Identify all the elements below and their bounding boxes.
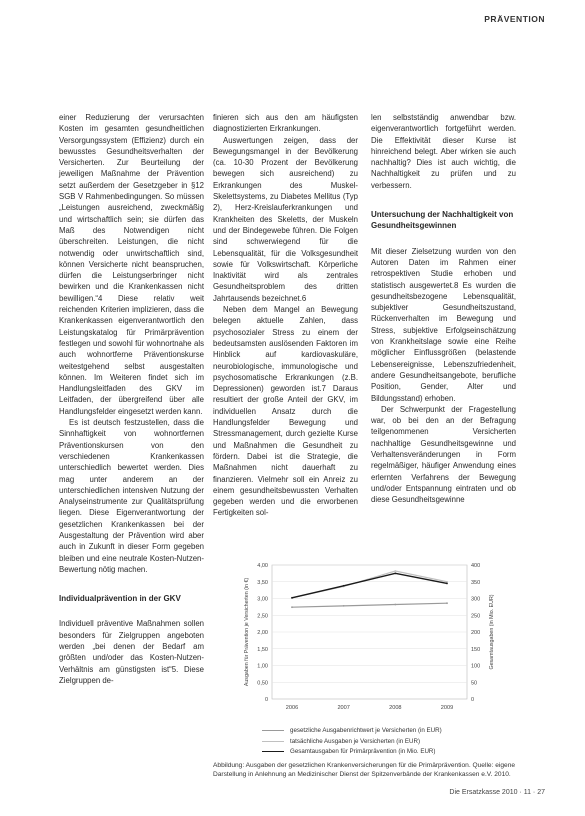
data-point <box>446 583 448 585</box>
section-heading: Untersuchung der Nachhaltigkeit von Gesundheitsgewinnen <box>371 210 514 231</box>
y-left-tick-label: 2,50 <box>257 613 268 620</box>
y-right-tick-label: 50 <box>471 680 478 687</box>
y-right-tick-label: 400 <box>471 563 481 569</box>
y-left-axis-label: Ausgaben für Prävention je Versicherten (in €) <box>244 577 250 687</box>
y-right-axis-label: Gesamtausgaben (in Mio. EUR) <box>489 594 495 670</box>
page-footer: Die Ersatzkasse 2010 · 11 · 27 <box>449 789 545 796</box>
section-heading: Individualprävention in der GKV <box>59 594 181 604</box>
data-point <box>291 597 293 599</box>
y-right-tick-label: 250 <box>471 613 481 620</box>
y-left-tick-label: 1,00 <box>257 663 268 670</box>
y-left-tick-label: 1,50 <box>257 646 268 653</box>
data-point <box>394 604 396 606</box>
text-column-2 <box>213 112 358 560</box>
y-right-tick-label: 150 <box>471 646 481 653</box>
section-header: PRÄVENTION <box>484 14 545 24</box>
y-left-tick-label: 3,50 <box>257 579 268 586</box>
legend-label: tatsächliche Ausgaben je Versicherten (in EUR) <box>290 737 421 745</box>
paragraph: Neben dem Mangel an Bewegung belegen aktuelle Zahlen, dass psychosozialer Stress zu einem der bedeutsamsten auslösenden Faktoren im Hinblick auf kardiovaskuläre, neurobiologische, immunologische und psychosomatische Erkrankungen (z.B. Depressionen) geworden ist.7 Daraus resultiert der große Anteil der GKV, im individuellen Ansatz durch die Handlungsfelder Bewegung und Stressmanagement, durch gezielte Kurse und Maßnahmen die Gesundheit zu fördern. Dabei ist die Strategie, die Maßnahmen nicht dauerhaft zu finanzieren. Vielmehr soll ein Anreiz zu einem gesundheitsbewussten Verhalten gegeben werden und die erworbenen Fertigkeiten sol- <box>213 305 358 518</box>
x-tick-label: 2006 <box>285 705 299 711</box>
paragraph: finieren sich aus den am häufigsten diagnostizierten Erkrankungen. <box>213 113 358 134</box>
data-point <box>394 572 396 574</box>
y-left-tick-label: 0 <box>264 697 268 703</box>
y-left-tick-label: 4,00 <box>257 563 268 569</box>
legend-label: Gesamtausgaben für Primärprävention (in Mio. EUR) <box>290 748 436 755</box>
paragraph: Der Schwerpunkt der Fragestellung war, ob bei den an der Befragung teilgenommenen Versicherten nachhaltige Gesundheitsgewinne und Verhaltensveränderungen in Form regelmäßiger, häufiger Anwendung eines erlernten Verfahrens der Bewegung und/oder Entspannung eintraten und ob diese Gesundheitsgewinne <box>371 404 516 505</box>
y-left-tick-label: 2,00 <box>257 630 268 636</box>
y-right-tick-label: 100 <box>471 663 481 670</box>
y-right-tick-label: 300 <box>471 596 481 603</box>
chart-legend <box>262 726 532 758</box>
paragraph: len selbstständig anwendbar bzw. eigenverantwortlich fortgeführt werden. Die Effektivität dieser Kurse ist hinreichend belegt. Aber wirken sie auch nachhaltig? Dies ist auch wichtig, die Nachhaltigkeit zu prüfen und zu verbessern. <box>371 113 516 190</box>
y-right-tick-label: 350 <box>471 579 481 586</box>
paragraph: Auswertungen zeigen, dass der Bewegungsmangel in der Bevölkerung (ca. 10-30 Prozent der Bevölkerung bewegen sich ausreichend) zu Erkrankungen des Muskel-Skelettsystems, zu Diabetes Mellitus (Typ 2), Herz-Kreislauferkrankungen und Krankheiten des Skeletts, der Muskeln und der Bindegewebe führen. Die Folgen sind schwerwiegend für die Lebensqualität, für die Volksgesundheit sowie für Volkswirtschaft. Körperliche Inaktivität wird als zentrales Gesundheitsproblem des dritten Jahrtausends bezeichnet.6 <box>213 135 358 303</box>
legend-entry <box>262 747 532 756</box>
data-point <box>446 581 448 583</box>
text-column-3 <box>371 112 516 560</box>
x-tick-label: 2007 <box>337 705 350 711</box>
figure-caption: Abbildung: Ausgaben der gesetzlichen Krankenversicherungen für die Primärprävention. Quelle: eigene Darstellung in Anlehnung an Medizinischer Dienst der Spitzenverbände der Krankenkassen e.V. 2010. <box>213 762 516 778</box>
y-left-tick-label: 0,50 <box>257 680 268 687</box>
data-point <box>394 570 396 572</box>
legend-swatch <box>262 730 284 731</box>
paragraph: Mit dieser Zielsetzung wurden von den Autoren Daten im Rahmen einer retrospektiven Studie erhoben und statistisch ausgewertet.8 Es wurden die gesundheitsbezogene Lebensqualität, subjektiver Gesundheitszustand, Rückenverhalten im Bewegung und Stress, subjektive Erfolgseinschätzung von Krankheitslage sowie eine Reihe möglicher Einflussgrößen (belastende Lebensereignisse, Lebenszufriedenheit, andere Gesundheitsangebote, berufliche Position, Gender, Alter und Bildungsstand) erhoben. <box>371 246 516 403</box>
paragraph: einer Reduzierung der verursachten Kosten im gesamten gesundheitlichen Versorgungssystem (Effizienz) durch ein bewusstes Gesundheitsverhalten der Versicherten. Zur Beurteilung der jeweiligen Maßnahme der Prävention setzt außerdem der Gesetzgeber in §12 SGB V Rahmenbedingungen. So müssen „Leistungen ausreichend, zweckmäßig und wirtschaftlich sein; sie dürfen das Maß des Notwendigen nicht überschreiten. Leistungen, die nicht notwendig oder unwirtschaftlich sind, können Versicherte nicht beanspruchen, dürfen die Leistungserbringer nicht bewirken und die Krankenkassen nicht bewilligen.“4 Diese relativ weit reichenden Kriterien implizieren, dass die Krankenkassen eigenverantwortlich den Leistungskatalog für Primärprävention festlegen und sowohl für wohnortnahe als auch wohnortferne Präventionskurse weitestgehend selbst ausgestalten können. Im Weiteren findet sich im Handlungsleitfaden des GKV im Leitfaden, der übergreifend über alle Handlungsfelder eingesetzt werden kann. <box>59 113 204 416</box>
legend-label: gesetzliche Ausgabenrichtwert je Versicherten (in EUR) <box>290 727 442 734</box>
y-right-tick-label: 0 <box>471 697 475 703</box>
text-column-1 <box>59 112 204 685</box>
data-point <box>446 602 448 604</box>
y-right-tick-label: 200 <box>471 630 481 636</box>
x-tick-label: 2009 <box>440 705 454 711</box>
paragraph: Individuell präventive Maßnahmen sollen besonders für Zielgruppen angeboten werden „bei denen der Bedarf am größten und/oder das Kosten-Nutzen-Verhältnis am günstigsten ist“5. Diese Zielgruppen de- <box>59 619 204 685</box>
legend-entry <box>262 726 532 735</box>
data-point <box>291 606 293 608</box>
expenditure-chart <box>222 557 522 729</box>
paragraph: Es ist deutsch festzustellen, dass die Sinnhaftigkeit von wohnortfernen Präventionskursen von den verschiedenen Krankenkassen unterschiedlich bewertet werden. Dies mag unter anderem an der unterschiedlichen intensiven Nutzung der Analyseinstrumente zur Qualitätsprüfung liegen. Diese Eigenverantwortung der gesetzlichen Krankenkassen bei der Ausgestaltung der Prävention wird aber auch in Zukunft in dieser Form gegeben bleiben und eine neutrale Kosten-Nutzen-Bewertung nötig machen. <box>59 418 204 574</box>
data-point <box>343 605 345 607</box>
legend-swatch <box>262 741 284 742</box>
x-tick-label: 2008 <box>389 705 402 711</box>
y-left-tick-label: 3,00 <box>257 596 268 603</box>
data-point <box>343 585 345 587</box>
legend-swatch <box>262 751 284 752</box>
legend-entry <box>262 737 532 746</box>
